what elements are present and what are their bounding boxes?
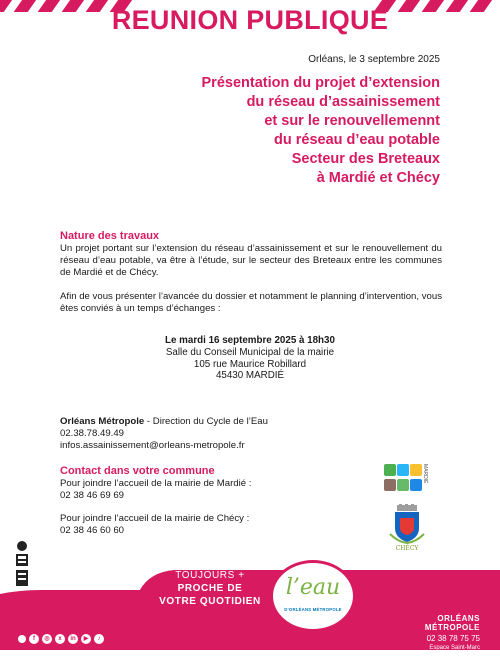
meeting-place: Salle du Conseil Municipal de la mairie xyxy=(165,346,335,358)
meeting-street: 105 rue Maurice Robillard xyxy=(193,358,307,370)
nature-paragraph-2: Afin de vous présenter l’avancée du dossier et notamment le planning d’intervention, vous êtes conviés à un temps d’échanges : xyxy=(60,291,442,315)
youtube-icon[interactable]: ▶ xyxy=(81,634,91,644)
om-address-2: Place du 6 Juin 1944 xyxy=(423,654,480,660)
orleans-metropole-block xyxy=(380,614,480,661)
om-phone: 02 38 78 75 75 xyxy=(426,634,480,643)
meeting-city: 45430 MARDIÉ xyxy=(215,370,285,382)
facebook-icon[interactable]: f xyxy=(29,634,39,644)
heading-line: à Mardié et Chécy xyxy=(316,170,440,186)
x-icon[interactable]: x xyxy=(55,634,65,644)
checy-contact xyxy=(60,513,249,537)
mardie-phone: 02 38 46 69 69 xyxy=(60,490,125,502)
heading-line: et sur le renouvellemennt xyxy=(264,113,440,129)
checy-logo-word: CHÉCY xyxy=(395,545,419,552)
metropole-department: - Direction du Cycle de l’Eau xyxy=(144,416,268,427)
slogan-line-2: PROCHE DE xyxy=(177,583,243,594)
metropole-contact xyxy=(60,416,268,453)
instagram-icon[interactable]: ◎ xyxy=(42,634,52,644)
metropole-email[interactable]: infos.assainissement@orleans-metropole.fr xyxy=(60,440,245,452)
page-title: REUNION PUBLIQUE xyxy=(111,5,389,35)
metropole-phone: 02.38.78.49.49 xyxy=(60,428,125,440)
nature-paragraph-1: Un projet portant sur l’extension du réseau d’assainissement et sur le renouvellement du réseau d’eau potable, va être à l’étude, sur le secteur des Breteaux entre les communes de Mardié et de Chécy. xyxy=(60,243,442,279)
footer-slogan xyxy=(145,569,275,608)
checy-crest-icon xyxy=(388,504,426,544)
social-links xyxy=(18,634,104,646)
checy-label: Pour joindre l’accueil de la mairie de Chécy : xyxy=(60,513,250,524)
eau-logo-text: l’eau xyxy=(285,575,341,600)
eau-logo-subtitle: D’ORLÉANS MÉTROPOLE xyxy=(284,607,342,612)
mardie-logo xyxy=(384,462,428,496)
project-heading xyxy=(40,74,440,188)
heading-line: Présentation du projet d’extension xyxy=(201,75,440,91)
metropole-line xyxy=(60,416,268,428)
social-dot-icon xyxy=(18,635,26,643)
mardie-logo-word: MARDIÉ xyxy=(422,464,428,484)
checy-logo xyxy=(388,504,426,552)
tiktok-icon[interactable]: ♪ xyxy=(94,634,104,644)
om-address-1: Espace Saint-Marc xyxy=(429,645,480,651)
nature-title: Nature des travaux xyxy=(60,230,160,242)
slogan-line-1: TOUJOURS + xyxy=(175,570,245,581)
mardie-contact xyxy=(60,478,251,502)
mardie-label: Pour joindre l’accueil de la mairie de Mardié : xyxy=(60,478,252,489)
commune-contact-title: Contact dans votre commune xyxy=(60,465,215,477)
checy-phone: 02 38 46 60 60 xyxy=(60,525,125,537)
slogan-line-3: VOTRE QUOTIDIEN xyxy=(159,596,261,607)
document-date: Orléans, le 3 septembre 2025 xyxy=(308,54,440,65)
metropole-name: Orléans Métropole xyxy=(60,416,145,427)
meeting-details xyxy=(150,335,350,382)
meeting-datetime: Le mardi 16 septembre 2025 à 18h30 xyxy=(165,335,335,346)
heading-line: Secteur des Breteaux xyxy=(291,151,440,167)
eau-orleans-logo xyxy=(270,560,356,632)
om-name: ORLÉANS MÉTROPOLE xyxy=(424,614,480,632)
heading-line: du réseau d’eau potable xyxy=(274,132,440,148)
heading-line: du réseau d’assainissement xyxy=(246,94,440,110)
linkedin-icon[interactable]: in xyxy=(68,634,78,644)
